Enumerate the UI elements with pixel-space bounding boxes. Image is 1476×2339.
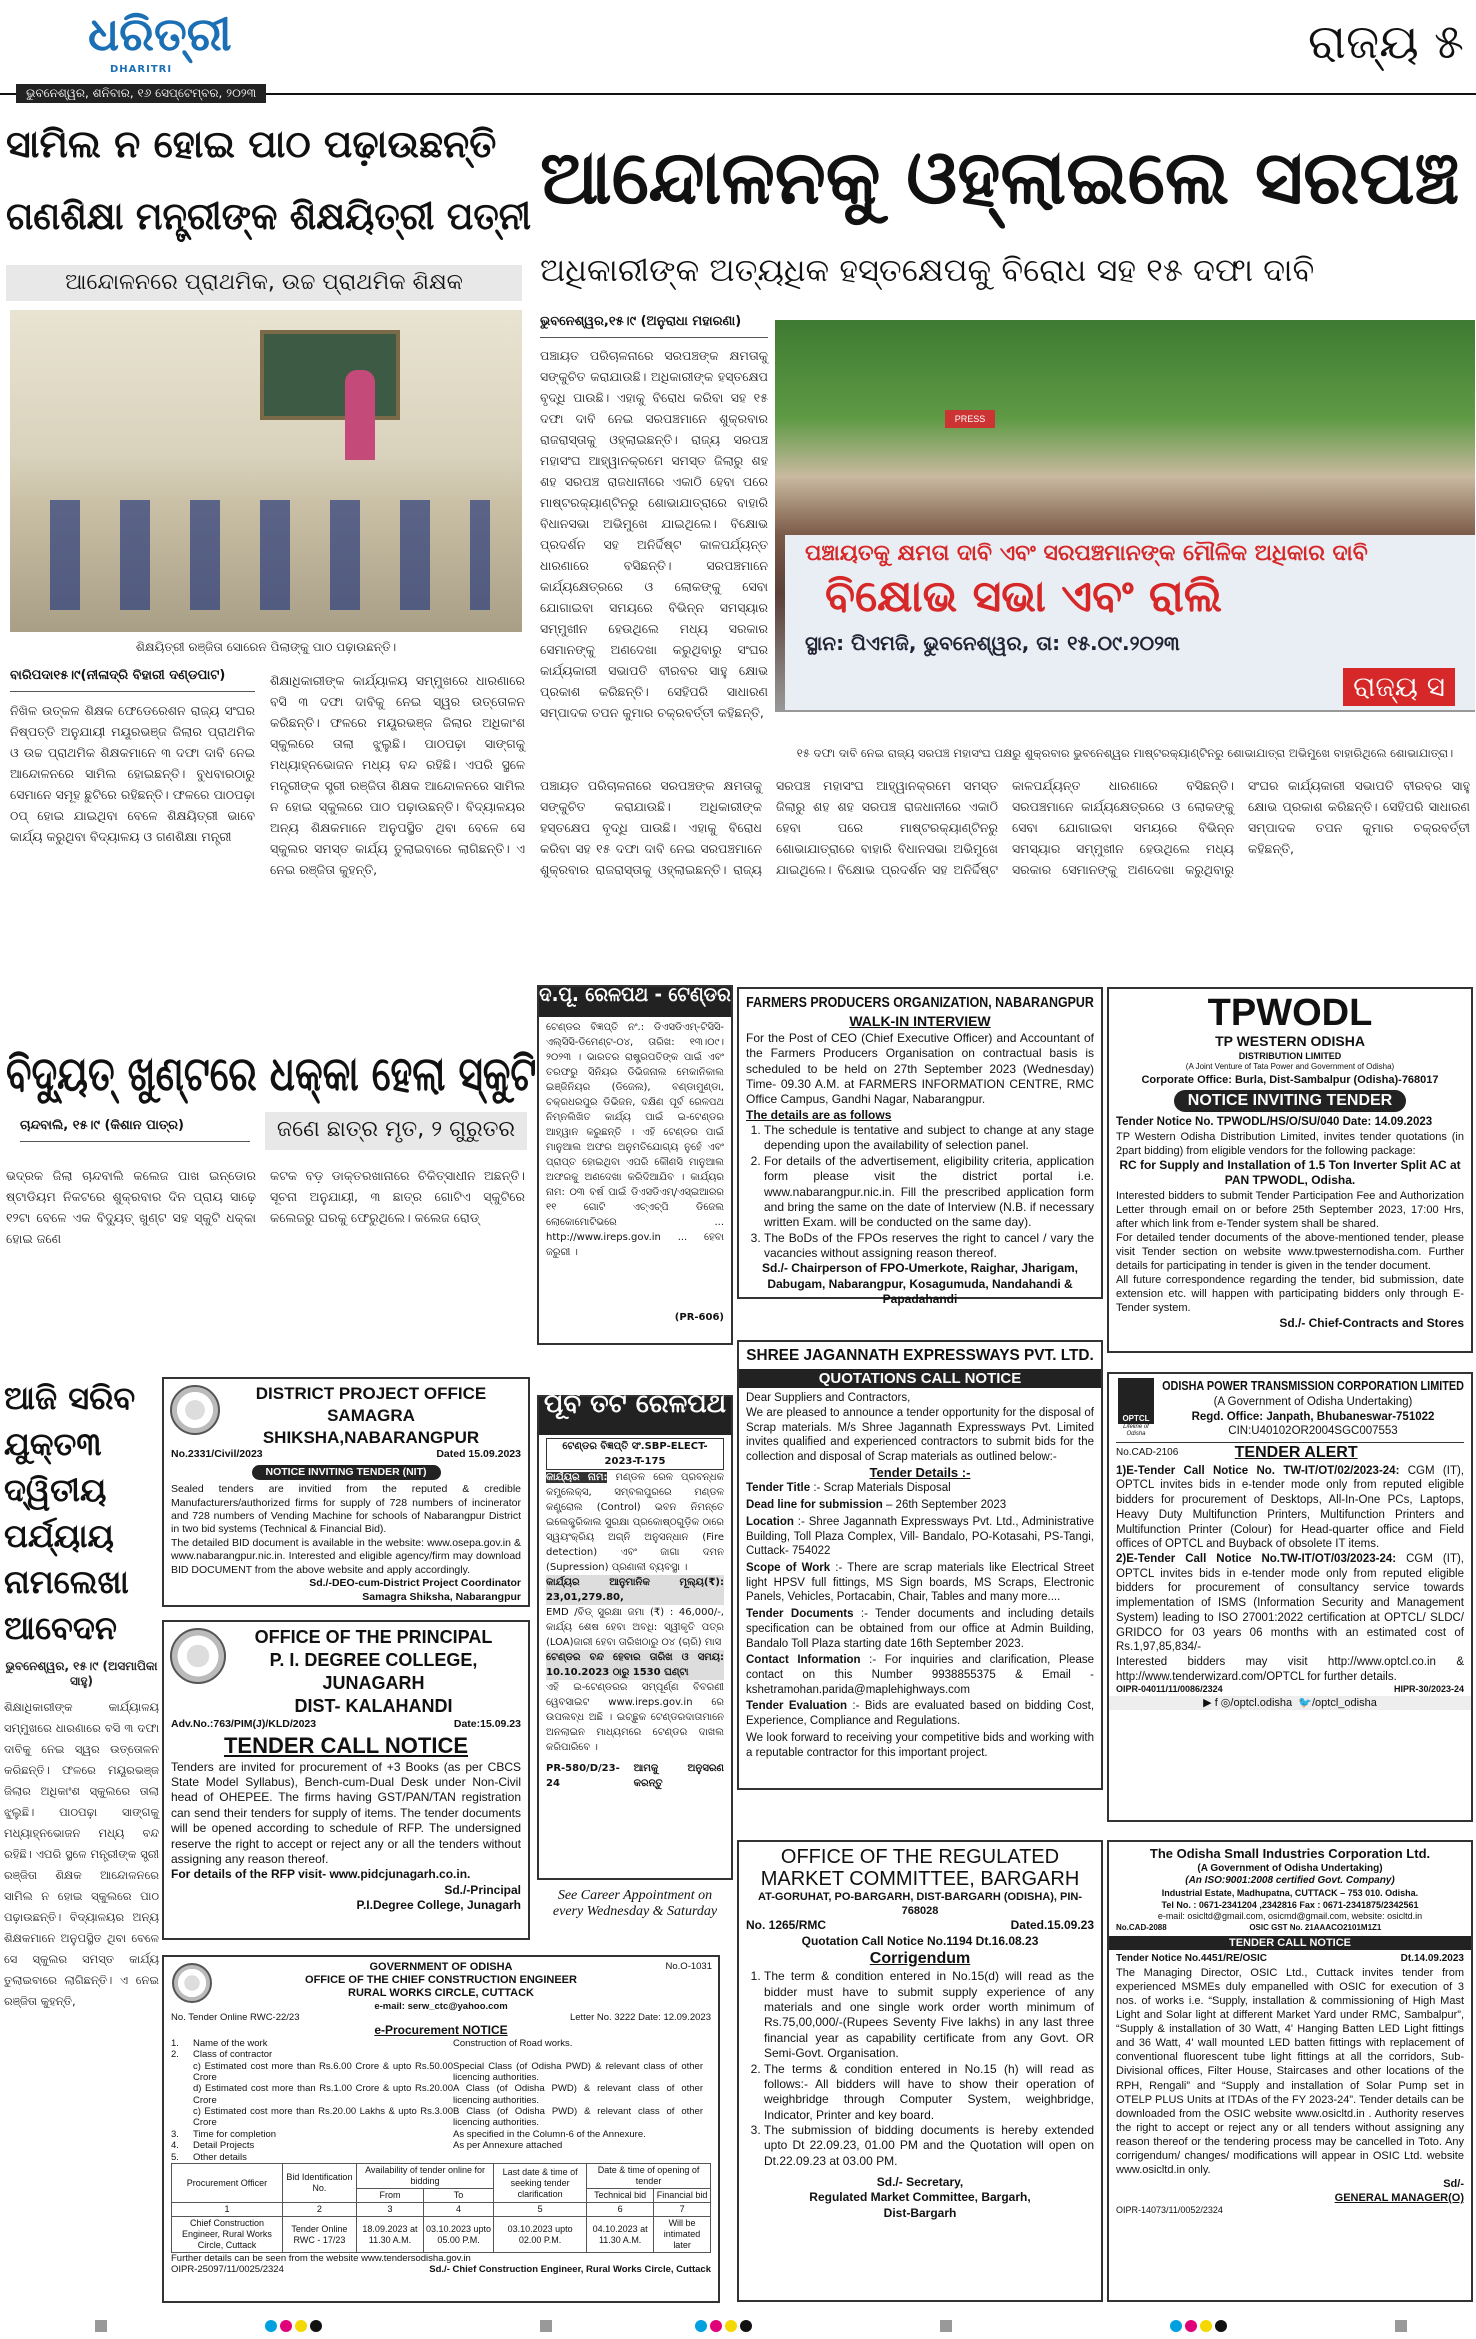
work-detail-k: d) Estimated cost more than Rs.1.00 Crore & upto Rs.20.00 Crore [193,2083,453,2106]
table-cell: 1 [172,2203,283,2217]
work-detail-n: 4. [171,2140,179,2152]
samagra-shiksha-tender-ad: DISTRICT PROJECT OFFICE SAMAGRA SHIKSHA,NABARANGPUR No.2331/Civil/2023 Dated 15.09.2023 NOTICE INVITING TENDER (NIT) Sealed tenders are invitied from the reputed & credible Manufacturers/authorized firms for supply of 728 numbers of incinerator and 728 numbers of Vending Machine for schools of Nabarangpur District in two bid systems (Technical & Financial Bid). The detailed BID document is available in the website: www.osepa.gov.in & www.nabarangpur.nic.in. Interested and eligible agency/firm may download BID DOCUMENT from the above website and apply accordingly. Sd./-DEO-cum-District Project Coordinator Samagra Shiksha, Nabarangpur [162,1377,530,1607]
regulated-market-committee-ad: OFFICE OF THE REGULATED MARKET COMMITTEE, BARGARH AT-GORUHAT, PO-BARGARH, DIST-BARGARH (ODISHA), PIN-768028 No. 1265/RMC Dated.15.09.23 Quotation Call Notice No.1194 Dt.16.08.23 Corrigendum 1. The term & condition entered in No.15(d) will read as the bidder must have to submit supply experience of any materials and one single work order worth minimum of Rs.75,00,000/-(Rupees Seventy Five lakhs) in any last three financial year as capability certificate from any Govt. OR Semi-Govt. Organisation. 2. The terms & condition entered in No.15 (h) will read as follows:- All bidders will have to show their operation of weighbridge through Computer System, weighbridge, Indicator, Printer and key board. 3. The submission of bidding documents is hereby extended upto Dt 22.09.23, 01.00 PM and the Quotation will open on Dt.22.09.23 at 03.00 PM. Sd./- Secretary, Regulated Market Committee, Bargarh, Dist-Bargarh [737,1840,1103,2302]
work-detail-v: B Class (of Odisha PWD) & relevant class of other licencing authorities. [453,2106,703,2129]
story2-subhead: ଅଧିକାରୀଙ୍କ ଅତ୍ୟଧିକ ହସ୍ତକ୍ଷେପକୁ ବିରୋଧ ସହ ୧୫ ଦଫା ଦାବି [540,251,1315,289]
tender-schedule-table: Procurement Officer Bid Identification No. Availability of tender online for bidding Last date & time of seeking tender clarification Date & time of opening of tender From To Technical bid Financial bid 1 2 3 4 5 6 7 Chief Construction Engineer, Rural Works Circle, Cuttack Tender Online RWC - 17/23 18.09.2023 at 11.30 A.M. 03.10.2023 upto 05.00 P.M. 03.10.2023 upto 02.00 P.M. 04.10.2023 at 11.30 A.M. Will be intimated later [171,2163,711,2253]
tpwodl-tender-ad: TPWODL TP WESTERN ODISHA DISTRIBUTION LIMITED (A Joint Venture of Tata Power and Government of Odisha) Corporate Office: Burla, Dist-Sambalpur (Odisha)-768017 NOTICE INVITING TENDER Tender Notice No. TPWODL/HS/O/SU/040 Date: 14.09.2023 TP Western Odisha Distribution Limited, invites tender quotations (in 2part bidding) from eligible vendors for the following package: RC for Supply and Installation of 1.5 Ton Inverter Split AC at PAN TPWODL, Odisha. Interested bidders to submit Tender Participation Fee and Authorization Letter through email on or before 25th September 2023, 17:00 Hrs, after which link from e-Tender system shall be shared. For detailed tender documents of the above-mentioned tender, please visit Tender section on website www.tpwesternodisha.com. Further details for participating in tender is given in the tender document. All future correspondence regarding the tender, bid submission, date extension etc. will happen with participating bidders only through E-Tender system. Sd./- Chief-Contracts and Stores [1107,987,1473,1353]
work-detail-k: c) Estimated cost more than Rs.6.00 Crore & upto Rs.50.00 Crore [193,2060,453,2083]
tender-detail-row [746,1515,1094,1559]
table-cell: Will be intimated later [654,2217,711,2253]
story1-column-1: ନିଖିଳ ଉତ୍କଳ ଶିକ୍ଷକ ଫେଡେରେଶନ ରାଜ୍ୟ ସଂଘର ନିଷ୍ପତ୍ତି ଅନୁଯାୟୀ ମୟୂରଭଞ୍ଜ ଜିଲାର ପ୍ରାଥମିକ ଓ ଉଚ୍ଚ ପ୍ରାଥମିକ ଶିକ୍ଷକମାନେ ୩ ଦଫା ଦାବି ନେଇ ଆନ୍ଦୋଳନରେ ସାମିଲ ହୋଇଛନ୍ତି। ବୁଧବାରଠାରୁ ସେମାନେ ସମୂହ ଛୁଟିରେ ରହିଛନ୍ତି। ଫଳରେ ପାଠପଢ଼ା ଠପ୍ ହୋଇ ଯାଇଥିବା ବେଳେ ଶିକ୍ଷୟିତ୍ରୀ ଭାବେ କାର୍ଯ୍ୟ କରୁଥିବା ବିଦ୍ୟାଳୟ ଓ ଗଣଶିକ୍ଷା ମନ୍ତ୍ରୀ [10,703,255,844]
table-cell: 18.09.2023 at 11.30 A.M. [356,2217,423,2253]
story3-byline: ଚାନ୍ଦବାଲି, ୧୫।୯ (କିଶାନ ପାତ୍ର) [20,1118,250,1142]
black-dot [310,2320,322,2332]
cyan-dot [1170,2320,1182,2332]
table-row [172,2203,711,2217]
tender-detail-row [746,1481,1094,1496]
registration-mark [1395,2320,1407,2332]
detail-label: Location [746,1515,794,1528]
detail-value: :- For inquiries and clarification, Please contact on this Number 9938855375 & Email -kshetramohan.parida@maplehighways.com [746,1654,1094,1696]
work-detail-v: Construction of Road works. [453,2037,573,2049]
career-appointment-note: See Career Appointment on every Wednesday & Saturday [552,1888,718,1919]
table-row [172,2217,711,2253]
work-detail-n: 2. [171,2049,179,2061]
detail-label: Dead line for submission [746,1499,883,1512]
registration-mark [540,2320,552,2332]
story4-byline: ଭୁବନେଶ୍ୱର, ୧୫।୯ (ଅସମାପିକା ସାହୁ) [5,1659,158,1688]
detail-value: :- There are scrap materials like Electrical Street light HPSV full fittings, MS Sign boards, MS Scraps, Electronic Panels, Vehicles, Portacabin, Chair, Tables and many more.... [746,1562,1094,1604]
tpwodl-logo: TPWODL [1207,992,1373,1034]
detail-label: Scope of Work [746,1562,831,1574]
detail-label: Contact Information [746,1654,861,1667]
black-dot [740,2320,752,2332]
story2-body: ପଞ୍ଚାୟତ ପରିଚାଳନାରେ ସରପଞ୍ଚଙ୍କ କ୍ଷମତାକୁ ସଙ୍କୁଚିତ କରାଯାଉଛି। ଅଧିକାରୀଙ୍କ ହସ୍ତକ୍ଷେପ ବୃଦ୍ଧି ପାଉଛି। ଏହାକୁ ବିରୋଧ କରିବା ସହ ୧୫ ଦଫା ଦାବି ନେଇ ସରପଞ୍ଚମାନେ ଶୁକ୍ରବାର ରାଜରାସ୍ତାକୁ ଓହ୍ଲାଇଛନ୍ତି। ରାଜ୍ୟ ସରପଞ୍ଚ ମହାସଂଘ ଆହ୍ୱାନକ୍ରମେ ସମସ୍ତ ଜିଲାରୁ ଶହ ଶହ ସରପଞ୍ଚ ରାଜଧାନୀରେ ଏକାଠି ହେବା ପରେ ମାଷ୍ଟରକ୍ୟାଣ୍ଟିନରୁ ଶୋଭାଯାତ୍ରାରେ ବାହାରି ବିଧାନସଭା ଅଭିମୁଖେ ଯାଇଥିଲେ। ବିକ୍ଷୋଭ ପ୍ରଦର୍ଶନ ସହ ଅନିର୍ଦ୍ଦିଷ୍ଟ କାଳପର୍ଯ୍ୟନ୍ତ ଧାରଣାରେ ବସିଛନ୍ତି। ସରପଞ୍ଚମାନେ କାର୍ଯ୍ୟକ୍ଷେତ୍ରରେ ଓ ଲୋକଙ୍କୁ ସେବା ଯୋଗାଇବା ସମୟରେ ବିଭିନ୍ନ ସମସ୍ୟାର ସମ୍ମୁଖୀନ ହେଉଥିଲେ ମଧ୍ୟ ସରକାର ସେମାନଙ୍କୁ ଅଣଦେଖା କରୁଥିବାରୁ ସଂଘର କାର୍ଯ୍ୟକାରୀ ସଭାପତି ବୀରବର ସାହୁ କ୍ଷୋଭ ପ୍ରକାଶ କରିଛନ୍ତି। ସେହିପରି ସାଧାରଣ ସମ୍ପାଦକ ତପନ କୁମାର ଚକ୍ରବର୍ତ୍ତୀ କହିଛନ୍ତି, [540,348,768,720]
detail-label: Tender Title [746,1482,811,1495]
pi-degree-college-tender-ad: OFFICE OF THE PRINCIPAL P. I. DEGREE COLLEGE, JUNAGARH DIST- KALAHANDI Adv.No.:763/PIM(J)/KLD/2023 Date:15.09.23 TENDER CALL NOTICE Tenders are invited for procurement of +3 Books (as per CBCS State Model Syllabus), Bench-cum-Dual Desk under Non-Civil head of OHEPEE. The firms having GST/PAN/TAN registration can send their tenders for supply of items. The tender documents will be opened according to schedule of RFP. The undersigned reserve the right to accept or reject any or all the tenders without assigning any reason thereof. For details of the RFP visit- www.pidcjunagarh.co.in. Sd./-Principal P.I.Degree College, Junagarh [162,1620,530,1940]
work-detail-row [171,2106,711,2129]
tender-detail-row [746,1653,1094,1697]
table-cell: 03.10.2023 upto 05.00 P.M. [423,2217,493,2253]
table-cell: 3 [356,2203,423,2217]
fpo-walkin-interview-ad: FARMERS PRODUCERS ORGANIZATION, NABARANGPUR WALK-IN INTERVIEW For the Post of CEO (Chief Executive Officer) and Accountant of the Farmers Producers Organisation on contractual basis is scheduled to be held on 27th September 2023 (Wednesday) Time- 09.30 A.M. at FARMERS INFORMATION CENTRE, RMC Office Campus, Gandhi Nagar, Nabarangpur. The details are as follows 1. The schedule is tentative and subject to change at any stage depending upon the availability of selection panel. 2. For details of the advertisement, eligibility criteria, application form please visit the district portal i.e. www.nabarangpur.nic.in. Fill the prescribed application form and bring the same on the date of Interview (N.B. if necessary written Exam. will be conducted on the same day). 3. The BoDs of the FPOs reserves the right to cancel / vary the vacancies without assigning reason thereof. Sd./- Chairperson of FPO-Umerkote, Raighar, Jharigam, Dabugam, Nabarangpur, Kosagumuda, Nandahandi & Papadahandi [737,987,1103,1299]
work-detail-v: As specified in the Column-6 of the Annexure. [453,2128,646,2140]
yellow-dot [725,2320,737,2332]
work-detail-v: Special Class (of Odisha PWD) & relevant class of other licencing authorities. [453,2060,703,2083]
detail-label: Tender Documents [746,1608,854,1621]
cyan-dot [695,2320,707,2332]
rail-tender-ad-1: ଦ.ପୂ. ରେଳପଥ - ଟେଣ୍ଡର ଟେଣ୍ଡର ବିଜ୍ଞପ୍ତି ନଂ.: ଡିଏସଡିଏମ୍-ଟିସିସି-ଏଲ୍‌ସିସି-ଡିମେଣ୍ଟ-୦୪, ତାରିଖ: ୧୩।୦୯।୨୦୨୩ । ଭାରତର ରାଷ୍ଟ୍ରପତିଙ୍କ ପାଇଁ ଏବଂ ତରଫରୁ ସିନିୟର ଡିଭିଜନାଲ ମେକାନିକାଲ ଇଞ୍ଜିନିୟର (ଡିଜେଲ), ବଣ୍ଡାମୁଣ୍ଡା, ଚକ୍ରଧରପୁର ଡିଭିଜନ, ଦକ୍ଷିଣ ପୂର୍ବ ରେଳପଥ ନିମ୍ନଲିଖିତ କାର୍ଯ୍ୟ ପାଇଁ ଇ-ଟେଣ୍ଡର ଆହ୍ୱାନ କରୁଛନ୍ତି । ଏହି ଟେଣ୍ଡର ପାଇଁ ମାନୁଆଲ ଅଫର ଅନୁମତିଯୋଗ୍ୟ ନୁହେଁ ଏବଂ ପ୍ରାପ୍ତ ହୋଇଥିବା ଏପରି କୌଣସି ମାନୁଆଲ ଅଫରକୁ ଅଣଦେଖା କରିଦିଆଯିବ । କାର୍ଯ୍ୟର ନାମ: ୦୩ ବର୍ଷ ପାଇଁ ଡିଏସଡିଏମ୍/ଏସ୍‌ଇଆରର ୧୧ ଗୋଟି ଏଚ୍‌ଏଚ୍‌ପି ଡିଜେଲ ଲୋକୋମୋଟିଭରେ ... http://www.ireps.gov.in ... ହେବା ଜରୁରୀ । (PR-606) [537,985,733,1345]
magenta-dot [710,2320,722,2332]
table-cell: 04.10.2023 at 11.30 A.M. [587,2217,654,2253]
story3-column-2: କଟକ ବଡ଼ ଡାକ୍ତରଖାନାରେ ଚିକିତ୍ସାଧୀନ ଅଛନ୍ତି। ସୂଚନା ଅନୁଯାୟୀ, ୩ ଛାତ୍ର ଗୋଟିଏ ସ୍କୁଟିରେ କଲେଜରୁ ଘରକୁ ଫେରୁଥିଲେ। କଲେଜ ରୋଡ୍ [270,1168,525,1225]
story4-body: ଶିକ୍ଷାଧିକାରୀଙ୍କ କାର୍ଯ୍ୟାଳୟ ସମ୍ମୁଖରେ ଧାରଣାରେ ବସି ୩ ଦଫା ଦାବିକୁ ନେଇ ସ୍ୱର ଉତ୍ତୋଳନ କରିଛନ୍ତି। ଫଳରେ ମୟୂରଭଞ୍ଜ ଜିଲାର ଅଧିକାଂଶ ସ୍କୁଲରେ ତାଲା ଝୁଲୁଛି। ପାଠପଢ଼ା ସାଙ୍ଗକୁ ମଧ୍ୟାହ୍ନଭୋଜନ ମଧ୍ୟ ବନ୍ଦ ରହିଛି। ଏପରି ସ୍ଥଳେ ମନ୍ତ୍ରୀଙ୍କ ସ୍ତ୍ରୀ ରଞ୍ଜିତା ଶିକ୍ଷକ ଆନ୍ଦୋଳନରେ ସାମିଲ ନ ହୋଇ ସ୍କୁଲରେ ପାଠ ପଢ଼ାଉଛନ୍ତି। ବିଦ୍ୟାଳୟର ଅନ୍ୟ ଶିକ୍ଷକମାନେ ଅନୁପସ୍ଥିତ ଥିବା ବେଳେ ସେ ସ୍କୁଲର ସମସ୍ତ କାର୍ଯ୍ୟ ତୁଲାଇବାରେ ଲାଗିଛନ୍ତି। ଏ ନେଇ ରଞ୍ଜିତା କୁହନ୍ତି, [4,1700,159,2008]
story3-column-1: ଭଦ୍ରକ ଜିଲା ଚାନ୍ଦବାଲି କଲେଜ ପାଖ ଇନ୍‌ଡୋର ଷ୍ଟାଡିୟମ ନିକଟରେ ଶୁକ୍ରବାର ଦିନ ପ୍ରାୟ ସାଢ଼େ ୧୨ଟା ବେଳେ ଏକ ବିଦ୍ୟୁତ୍ ଖୁଣ୍ଟ ସହ ସ୍କୁଟି ଧକ୍କା ହୋଇ ଜଣେ [6,1168,256,1246]
twitter-icon: 🐦 [1298,1696,1312,1709]
optcl-tender-alert-ad: OPTCL Lifeline of Odisha ODISHA POWER TRANSMISSION CORPORATION LIMITED (A Government of Odisha Undertaking) Regd. Office: Janpath, Bhubaneswar-751022 CIN:U40102OR2004SGC007553 No.CAD-2106 TENDER ALERT 1)E-Tender Call Notice No. TW-IT/OT/02/2023-24: CGM (IT), OPTCL invites bids in e-tender mode only from reputed eligible bidders for procurement of Desktops, All-In-One PCs, Laptops, Heavy Duty Multifunction Printers, Multifunction Printers and Multifunction Printer (Colour) for Head-quarter office and Field offices of OPTCL and Buyback of obsolete IT items. 2)E-Tender Call Notice No.TW-IT/OT/03/2023-24: CGM (IT), OPTCL invites bids in e-tender mode only from reputed eligible bidders for procurement of consultancy service towards implementation of ISMS (Information Security and Management System) leading to ISO 27001:2022 certification at OPTCL/ SLDC/ GRIDCO for 03 years 06 months with an estimated cost of Rs.1,97,85,834/- Interested bidders may visit http://www.optcl.co.in & http://www.tenderwizard.com/OPTCL for further details. OIPR-04011/11/0086/2324 HIPR-30/2023-24 ▶ f ◎/optcl.odisha 🐦/optcl_odisha [1107,1372,1473,1822]
black-dot [1215,2320,1227,2332]
story2-continued-body: ପଞ୍ଚାୟତ ପରିଚାଳନାରେ ସରପଞ୍ଚଙ୍କ କ୍ଷମତାକୁ ସଙ୍କୁଚିତ କରାଯାଉଛି। ଅଧିକାରୀଙ୍କ ହସ୍ତକ୍ଷେପ ବୃଦ୍ଧି ପାଉଛି। ଏହାକୁ ବିରୋଧ କରିବା ସହ ୧୫ ଦଫା ଦାବି ନେଇ ସରପଞ୍ଚମାନେ ଶୁକ୍ରବାର ରାଜରାସ୍ତାକୁ ଓହ୍ଲାଇଛନ୍ତି। ରାଜ୍ୟ ସରପଞ୍ଚ ମହାସଂଘ ଆହ୍ୱାନକ୍ରମେ ସମସ୍ତ ଜିଲାରୁ ଶହ ଶହ ସରପଞ୍ଚ ରାଜଧାନୀରେ ଏକାଠି ହେବା ପରେ ମାଷ୍ଟରକ୍ୟାଣ୍ଟିନରୁ ଶୋଭାଯାତ୍ରାରେ ବାହାରି ବିଧାନସଭା ଅଭିମୁଖେ ଯାଇଥିଲେ। ବିକ୍ଷୋଭ ପ୍ରଦର୍ଶନ ସହ ଅନିର୍ଦ୍ଦିଷ୍ଟ କାଳପର୍ଯ୍ୟନ୍ତ ଧାରଣାରେ ବସିଛନ୍ତି। ସରପଞ୍ଚମାନେ କାର୍ଯ୍ୟକ୍ଷେତ୍ରରେ ଓ ଲୋକଙ୍କୁ ସେବା ଯୋଗାଇବା ସମୟରେ ବିଭିନ୍ନ ସମସ୍ୟାର ସମ୍ମୁଖୀନ ହେଉଥିଲେ ମଧ୍ୟ ସରକାର ସେମାନଙ୍କୁ ଅଣଦେଖା କରୁଥିବାରୁ ସଂଘର କାର୍ଯ୍ୟକାରୀ ସଭାପତି ବୀରବର ସାହୁ କ୍ଷୋଭ ପ୍ରକାଶ କରିଛନ୍ତି। ସେହିପରି ସାଧାରଣ ସମ୍ପାଦକ ତପନ କୁମାର ଚକ୍ରବର୍ତ୍ତୀ କହିଛନ୍ତି, [540,778,1470,877]
work-detail-v [453,2152,703,2163]
osic-tender-call-ad: The Odisha Small Industries Corporation Ltd. (A Government of Odisha Undertaking) (An ISO:9001:2008 certified Govt. Company) Industrial Estate, Madhupatna, CUTTACK – 753 010. Odisha. Tel No. : 0671-2341204 ,2342816 Fax : 0671-2341875/2342561 e-mail: osicltd@gmail.com, osicmd@gmail.com, website: osicltd.in No.CAD-2088 OSIC GST No. 21AAACO2101M1Z1 TENDER CALL NOTICE Tender Notice No.4451/RE/OSIC Dt.14.09.2023 The Managing Director, OSIC Ltd., Cuttack invites tender from experienced MSMEs duly empanelled with OSIC for execution of 3 nos. of works i.e. “Supply, installation & commissioning of High Mast Light and Solar light at different Market Yard under RMC, Sambalpur”, “Supply & installation of 30 Watt, 4' Hanging Batten LED Light fittings and 36 Watt, 4' wall mounted LED batten fittings with replacement of conventional fluorescent tube light fittings at all the corridors, Sub-Divisional offices, Filter House, Staircases and other locations of the RPH, Rengali” and “Supply and installation of Solar Pump set in OTELP PLUS Units at ITDAs of the FY 2023-24”. Tender details can be downloaded from the OSIC website www.osicltd.in . Authority reserves the right to accept or reject any or all tenders without assigning any reason thereof or the tendering process may be cancelled in Toto. Any corrigendum/ changes/ modifications will appear in OSIC Ltd. website www.osicltd.in only. Sd/- GENERAL MANAGER(O) OIPR-14073/11/0052/2324 [1107,1840,1473,2302]
work-detail-row [171,2129,711,2140]
shree-jagannath-quotation-ad: SHREE JAGANNATH EXPRESSWAYS PVT. LTD. QUOTATIONS CALL NOTICE Dear Suppliers and Contractors, We are pleased to announce a tender opportunity for the disposal of Scrap materials. M/s Shree Jagannath Expressways Pvt. Limited invites qualified and experienced contractors to submit bids for the collection and disposal of Scrap materials as outlined below:- Tender Details :- Tender Title :- Scrap Materials Disposal Dead line for submission – 26th September 2023 Location :- Shree Jagannath Expressways Pvt. Ltd., Administrative Building, Toll Plaza Complex, Vill- Bandalo, PO-Kotasahi, PS-Tangi, Cuttack- 754022 Scope of Work :- There are scrap materials like Electrical Street light HPSV full fittings, MS Sign boards, MS Scraps, Electronic Panels, Vehicles, Portacabin, Chair, Tables and many more.... Tender Documents :- Tender documents and including details specification can be obtained from our office at Admin Building, Bandalo Toll Plaza starting date 16th September 2023. Contact Information :- For inquiries and clarification, Please contact on this Number 9938855375 & Email -kshetramohan.parida@maplehighways.com Tender Evaluation :- Bids are evaluated based on bidding Cost, Experience, Compliance and Regulations. We look forward to receiving your competitive bids and working with a reputable contractor for this important project. [737,1340,1103,1790]
dateline: ଭୁବନେଶ୍ୱର, ଶନିବାର, ୧୬ ସେପ୍ଟେମ୍ବର, ୨୦୨୩ [0,84,1476,102]
story3-subhead: ଜଣେ ଛାତ୍ର ମୃତ, ୨ ଗୁରୁତର [265,1112,527,1150]
table-cell: 03.10.2023 upto 02.00 P.M. [494,2217,587,2253]
table-cell: 7 [654,2203,711,2217]
odisha-emblem-icon [172,1963,212,2003]
dharitri-logo: ଧରିତ୍ରୀ DHARITRI [88,7,232,75]
story1-caption: ଶିକ୍ଷୟିତ୍ରୀ ରଞ୍ଜିତା ସୋରେନ ପିଲାଙ୍କୁ ପାଠ ପଢ଼ାଉଛନ୍ତି। [135,640,397,654]
work-detail-k: c) Estimated cost more than Rs.20.00 Lakhs & upto Rs.3.00 Crore [193,2106,453,2129]
rural-works-eprocurement-ad: No.O-1031 GOVERNMENT OF ODISHA OFFICE OF THE CHIEF CONSTRUCTION ENGINEER RURAL WORKS CIRCLE, CUTTACK e-mail: serw_ctc@yahoo.com No. Tender Online RWC-22/23 Letter No. 3222 Date: 12.09.2023 e-Procurement NOTICE 1. Name of the work Construction of Road works. 2. Class of contractor c) Estimated cost more than Rs.6.00 Crore & upto Rs.50.00 Crore Special Class (of Odisha PWD) & relevant class of other licencing authorities. d) Estimated cost more than Rs.1.00 Crore & upto Rs.20.00 Crore A Class (of Odisha PWD) & relevant class of other licencing authorities. c) Estimated cost more than Rs.20.00 Lakhs & upto Rs.3.00 Crore B Class (of Odisha PWD) & relevant class of other licencing authorities. 3. Time for completion As specified in the Column-6 of the Annexure. 4. Detail Projects As per Annexure attached 5. Other details Procurement Officer Bid Identification No. Availability of tender online for bidding Last date & time of seeking tender clarification Date & time of opening of tender From To Technical bid Financial bid 1 2 3 4 5 6 7 Chief Construction Engineer, Rural Works Circle, Cuttack Tender Online RWC - 17/23 18.09.2023 at 11.30 A.M. 03.10.2023 upto 05.00 P.M. 03.10.2023 upto 02.00 P.M. 04.10.2023 at 11.30 A.M. Will be intimated later Further details can be seen from the website www.tendersodisha.gov.in OIPR-25097/11/0025/2324 Sd./- Chief Construction Engineer, Rural Works Circle, Cuttack [162,1955,720,2303]
work-detail-k: Detail Projects [193,2140,255,2152]
work-detail-n: 1. [171,2037,179,2049]
yellow-dot [1200,2320,1212,2332]
yellow-dot [295,2320,307,2332]
work-detail-k: Class of contractor [193,2049,273,2061]
detail-value: :- Bids are evaluated based on bidding Cost, Experience, Compliance and Regulations. [746,1700,1095,1728]
work-detail-n: 3. [171,2128,179,2140]
story1-byline: ବାରିପଦା୧୫।୯(ନୀଳାଦ୍ରି ବିହାରୀ ଦଣ୍ଡପାଟ) [10,668,255,692]
optcl-logo: OPTCL [1118,1378,1154,1424]
optcl-tagline: Lifeline of Odisha [1123,1424,1149,1437]
work-detail-v: A Class (of Odisha PWD) & relevant class of other licencing authorities. [453,2083,703,2106]
college-seal-icon [170,1628,226,1684]
story2-byline: ଭୁବନେଶ୍ୱର,୧୫।୯ (ଅନୁରାଧା ମହାରଣା) [540,314,768,338]
print-registration-strip [0,2310,1476,2339]
cyan-dot [265,2320,277,2332]
work-detail-n: 5. [171,2151,179,2163]
work-detail-k: Other details [193,2151,247,2163]
table-cell: Chief Construction Engineer, Rural Works Circle, Cuttack [172,2217,283,2253]
table-cell: Tender Online RWC - 17/23 [282,2217,356,2253]
table-cell: 4 [423,2203,493,2217]
story1-column-2: ଶିକ୍ଷାଧିକାରୀଙ୍କ କାର୍ଯ୍ୟାଳୟ ସମ୍ମୁଖରେ ଧାରଣାରେ ବସି ୩ ଦଫା ଦାବିକୁ ନେଇ ସ୍ୱର ଉତ୍ତୋଳନ କରିଛନ୍ତି। ଫଳରେ ମୟୂରଭଞ୍ଜ ଜିଲାର ଅଧିକାଂଶ ସ୍କୁଲରେ ତାଲା ଝୁଲୁଛି। ପାଠପଢ଼ା ସାଙ୍ଗକୁ ମଧ୍ୟାହ୍ନଭୋଜନ ମଧ୍ୟ ବନ୍ଦ ରହିଛି। ଏପରି ସ୍ଥଳେ ମନ୍ତ୍ରୀଙ୍କ ସ୍ତ୍ରୀ ରଞ୍ଜିତା ଶିକ୍ଷକ ଆନ୍ଦୋଳନରେ ସାମିଲ ନ ହୋଇ ସ୍କୁଲରେ ପାଠ ପଢ଼ାଉଛନ୍ତି। ବିଦ୍ୟାଳୟର ଅନ୍ୟ ଶିକ୍ଷକମାନେ ଅନୁପସ୍ଥିତ ଥିବା ବେଳେ ସେ ସ୍କୁଲର ସମସ୍ତ କାର୍ଯ୍ୟ ତୁଲାଇବାରେ ଲାଗିଛନ୍ତି। ଏ ନେଇ ରଞ୍ଜିତା କୁହନ୍ତି, [270,673,525,877]
story2-headline: ଆନ୍ଦୋଳନକୁ ଓହ୍ଲାଇଲେ ସରପଞ୍ଚ [540,135,1460,221]
work-detail-row [171,2049,711,2060]
tender-detail-row [746,1498,1094,1513]
work-details-list [171,2038,711,2163]
registration-mark [95,2320,107,2332]
work-detail-n [171,2106,193,2129]
registration-mark [940,2320,952,2332]
magenta-dot [280,2320,292,2332]
story4 [4,1375,159,2300]
page-section-label: ରାଜ୍ୟ ୫ [1307,14,1464,70]
work-detail-row [171,2061,711,2084]
rally-banner: ପଞ୍ଚାୟତକୁ କ୍ଷମତା ଦାବି ଏବଂ ସରପଞ୍ଚମାନଙ୍କ ମୌଳିକ ଅଧିକାର ଦାବି ବିକ୍ଷୋଭ ସଭା ଏବଂ ରାଲି ସ୍ଥାନ: ପିଏମଜି, ଭୁବନେଶ୍ୱର, ତା: ୧୫.୦୯.୨୦୨୩ ରାଜ୍ୟ ସ [785,535,1475,710]
classroom-photo [10,310,522,632]
work-detail-row [171,2038,711,2049]
odisha-emblem-icon [170,1385,220,1435]
detail-value: – 26th September 2023 [885,1499,1007,1512]
magenta-dot [1185,2320,1197,2332]
work-detail-n [171,2083,193,2106]
rail-tender-ad-2: ପୂର୍ବ ତଟ ରେଳପଥ ଟେଣ୍ଡର ବିଜ୍ଞପ୍ତି ସଂ.SBP-ELECT-2023-T-175 କାର୍ଯ୍ୟର ନାମ: ମଣ୍ଡଳ ରେଳ ପ୍ରବନ୍ଧକ କମ୍ପ୍ଲେକ୍ସ, ସମ୍ବଲପୁରରେ ମଣ୍ଡଳ କଣ୍ଟ୍ରୋଲ (Control) ଭବନ ନିମନ୍ତେ ଇଲେକ୍ଟ୍ରିକାଲ ସୁରକ୍ଷା ପ୍ରକୋଷ୍ଠଗୁଡ଼ିକ ଠାରେ ସ୍ୱୟଂକ୍ରିୟ ଅଗ୍ନି ଅନୁସନ୍ଧାନ (Fire detection) ଏବଂ ଜାଗା ଦମନ (Supression) ପ୍ରଣାଳୀ ବ୍ୟବସ୍ଥା । କାର୍ଯ୍ୟର ଆନୁମାନିକ ମୂଲ୍ୟ(₹): 23,01,279.80, EMD /ବିଡ୍ ସୁରକ୍ଷା ଜମା (₹) : 46,000/-, କାର୍ଯ୍ୟ ଶେଷ ହେବା ଅବଧି: ସ୍ୱୀକୃତି ପତ୍ର (LOA)ଜାରୀ ହେବା ତାରିଖଠାରୁ ୦୪ (ଚାରି) ମାସ ଟେଣ୍ଡର ବନ୍ଦ ହେବାର ତାରିଖ ଓ ସମୟ: 10.10.2023 ଠାରୁ 1530 ଘଣ୍ଟା ଏହି ଇ-ଟେଣ୍ଡରର ସମ୍ପୂର୍ଣ୍ଣ ବିବରଣୀ ୱେବସାଇଟ www.ireps.gov.in ରେ ଉପଲବ୍ଧ ଅଛି । ଇଚ୍ଛୁକ ଟେଣ୍ଡରଦାତାମାନେ ଅନଲାଇନ ମାଧ୍ୟମରେ ଟେଣ୍ଡର ଦାଖଲ କରିପାରିବେ । PR-580/D/23-24 ଆମକୁ ଅନୁସରଣ କରନ୍ତୁ [537,1395,733,1880]
work-detail-k: Name of the work [193,2037,268,2049]
work-detail-row [171,2152,711,2163]
detail-value: :- Shree Jagannath Expressways Pvt. Ltd., Administrative Building, Toll Plaza Complex, Vill- Bandalo, PO-Kotasahi, PS-Tangi, Cuttack- 754022 [746,1515,1094,1558]
story2-caption: ୧୫ ଦଫା ଦାବି ନେଇ ରାଜ୍ୟ ସରପଞ୍ଚ ମହାସଂଘ ପକ୍ଷରୁ ଶୁକ୍ରବାର ଭୁବନେଶ୍ୱର ମାଷ୍ଟରକ୍ୟାଣ୍ଟିନରୁ ଶୋଭାଯାତ୍ରା ଅଭିମୁଖେ ବାହାରିଥିଲେ ଶୋଭାଯାତ୍ରା। [796,746,1454,760]
story1-headline: ସାମିଲ ନ ହୋଇ ପାଠ ପଢ଼ାଉଛନ୍ତି ଗଣଶିକ୍ଷା ମନ୍ତ୍ରୀଙ୍କ ଶିକ୍ଷୟିତ୍ରୀ ପତ୍ନୀ [6,122,531,238]
table-cell: 6 [587,2203,654,2217]
table-cell: 2 [282,2203,356,2217]
work-detail-v: As per Annexure attached [453,2140,563,2152]
detail-label: Tender Evaluation [746,1700,848,1713]
tender-details-list [746,1481,1094,1729]
story4-headline: ଆଜି ସରିବ ଯୁକ୍ତ୩ ଦ୍ୱିତୀୟ ପର୍ଯ୍ୟାୟ ନାମଲେଖା ଆବେଦନ [4,1379,136,1647]
work-detail-row [171,2140,711,2151]
tender-detail-row [746,1561,1094,1605]
tender-detail-row [746,1607,1094,1651]
story3-headline: ବିଦ୍ୟୁତ୍ ଖୁଣ୍ଟରେ ଧକ୍କା ହେଲା ସ୍କୁଟି [6,1046,537,1102]
work-detail-v [453,2049,703,2060]
tender-detail-row [746,1699,1094,1728]
work-detail-k: Time for completion [193,2128,277,2140]
detail-value: :- Tender documents and including details specification can be obtained from our office at Admin Building, Bandalo Toll Plaza starting date 16th September 2023. [746,1608,1094,1650]
work-detail-n [171,2061,193,2084]
facebook-icon: ▶ f ◎ [1203,1696,1231,1709]
table-cell: 5 [494,2203,587,2217]
protest-rally-photo: PRESS ପଞ୍ଚାୟତକୁ କ୍ଷମତା ଦାବି ଏବଂ ସରପଞ୍ଚମାନଙ୍କ ମୌଳିକ ଅଧିକାର ଦାବି ବିକ୍ଷୋଭ ସଭା ଏବଂ ରାଲି ସ୍ଥାନ: ପିଏମଜି, ଭୁବନେଶ୍ୱର, ତା: ୧୫.୦୯.୨୦୨୩ ରାଜ୍ୟ ସ [775,320,1475,712]
work-detail-row [171,2083,711,2106]
detail-value: :- Scrap Materials Disposal [813,1482,951,1495]
story1-subhead: ଆନ୍ଦୋଳନରେ ପ୍ରାଥମିକ, ଉଚ୍ଚ ପ୍ରାଥମିକ ଶିକ୍ଷକ [6,265,522,301]
